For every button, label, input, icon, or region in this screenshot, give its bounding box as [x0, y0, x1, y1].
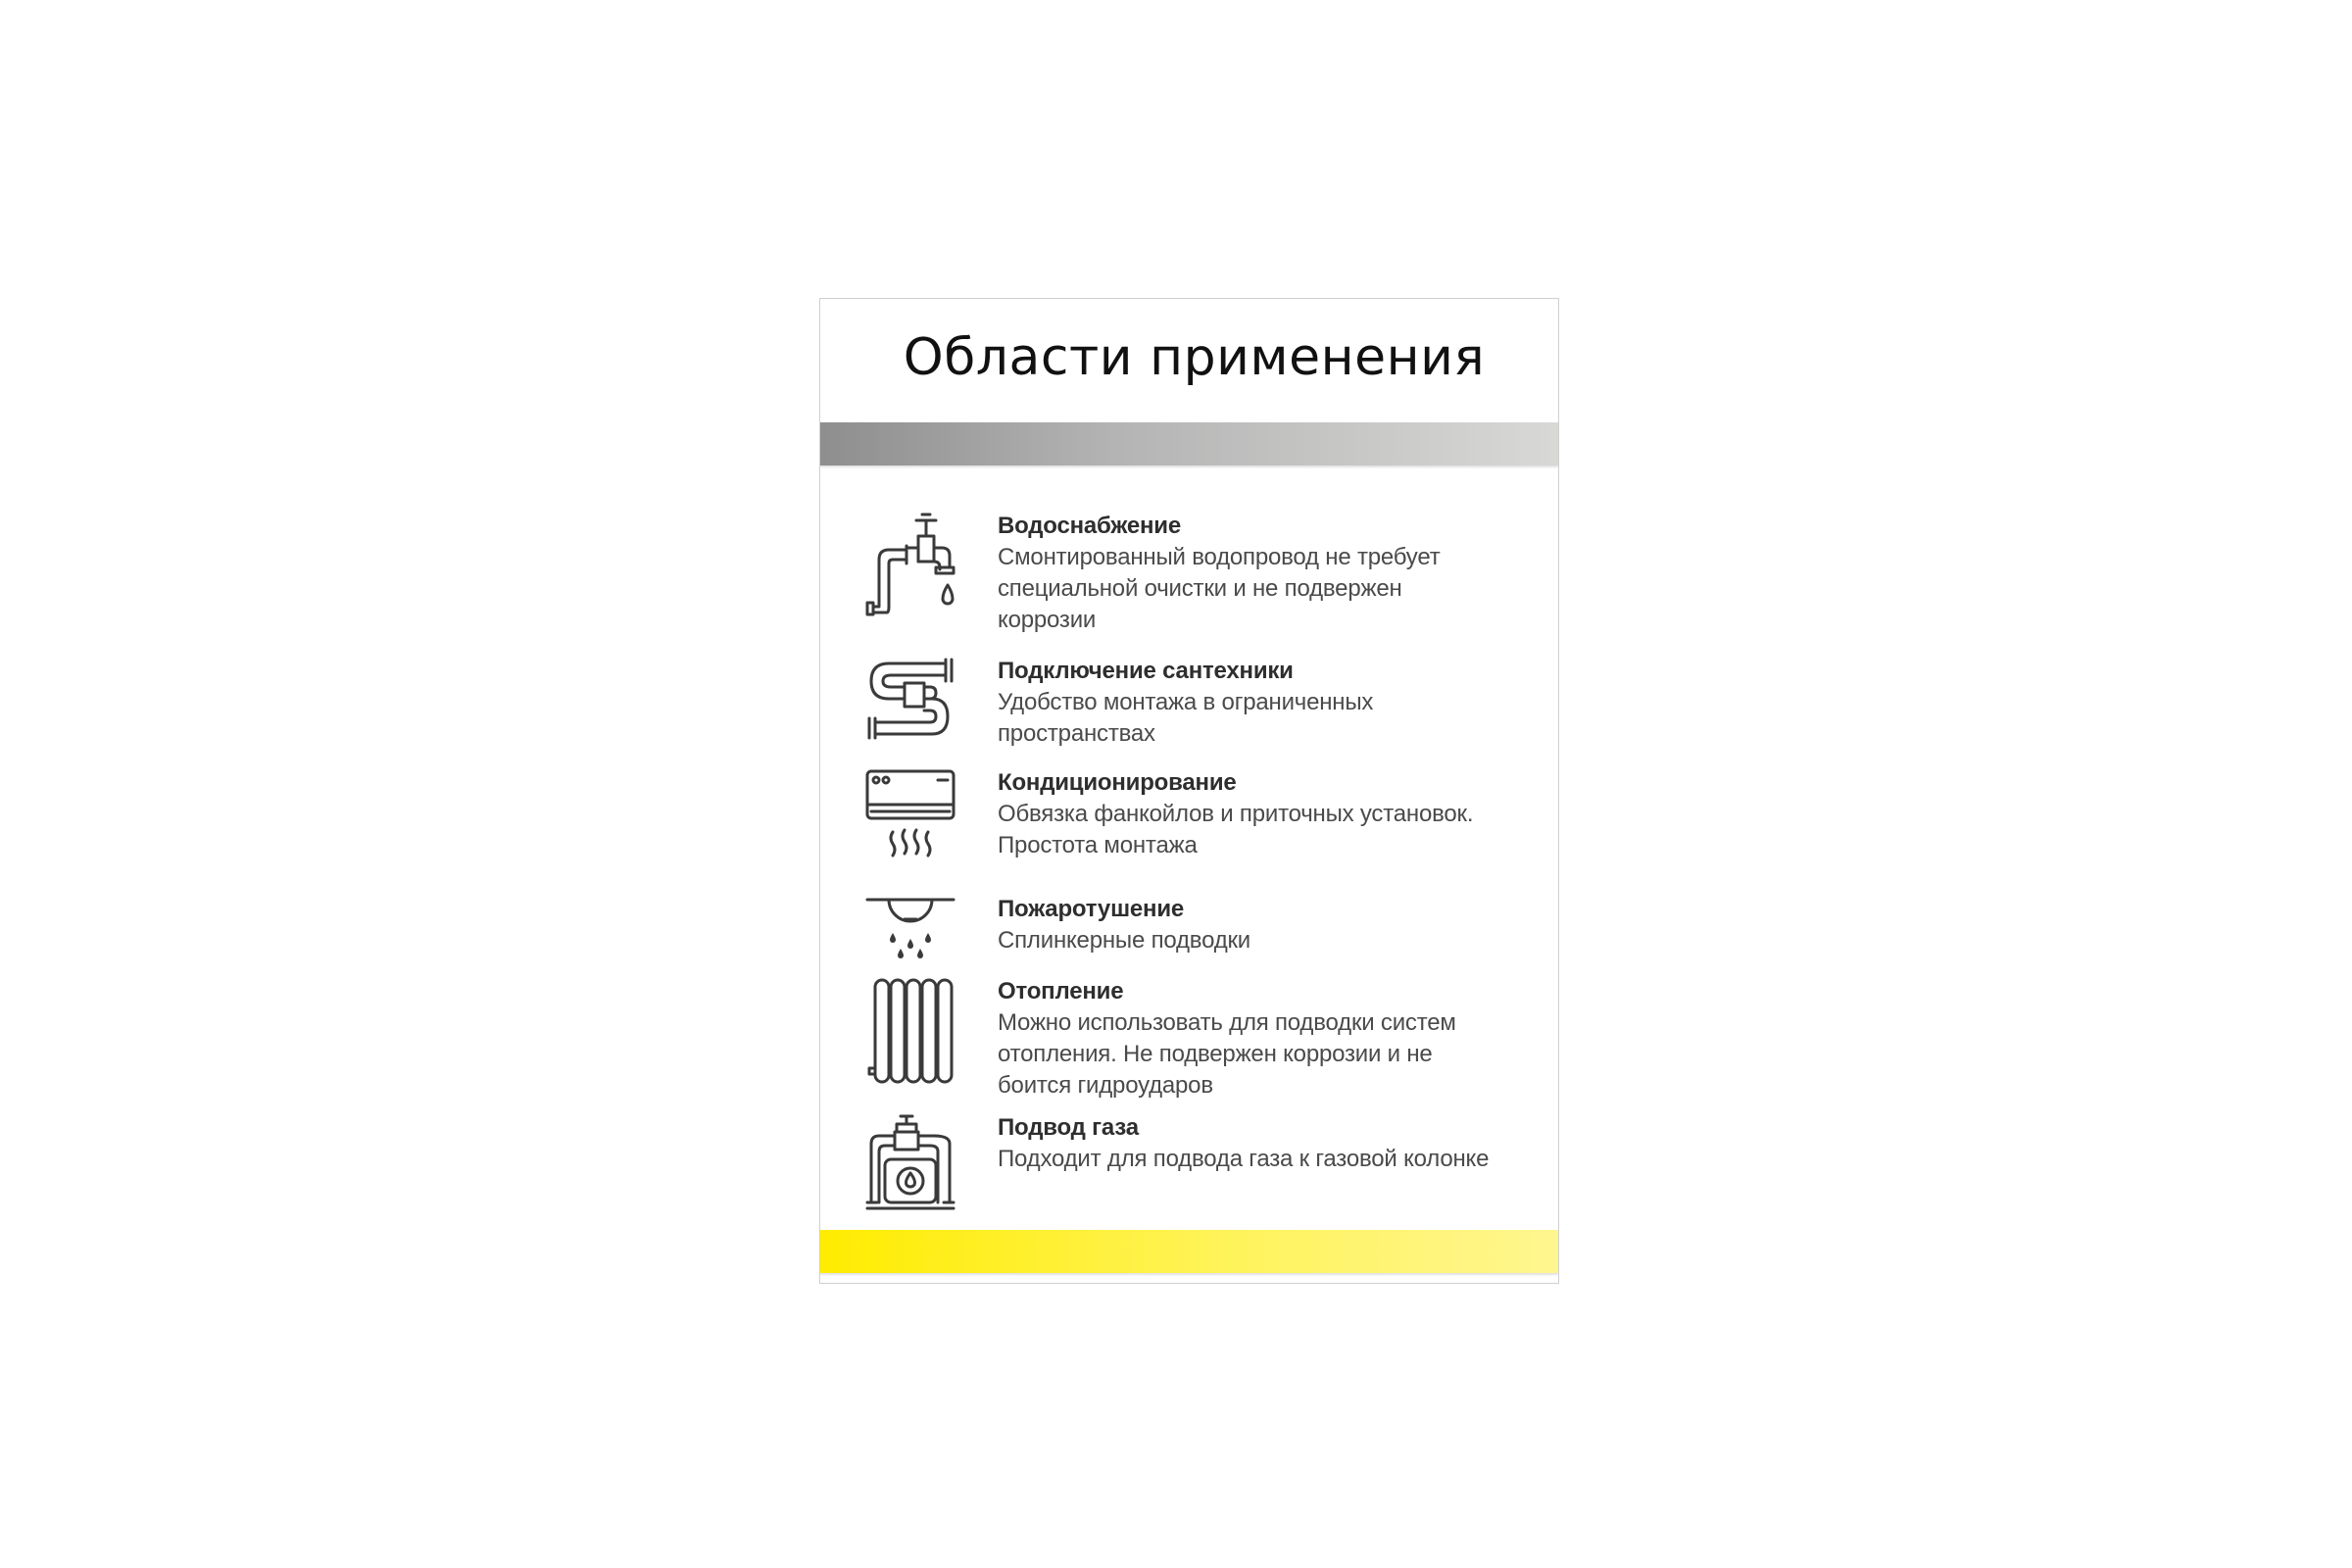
item-text — [998, 894, 1539, 956]
item-desc-line: боится гидроударов — [998, 1072, 1213, 1099]
air-conditioner-icon — [865, 767, 956, 871]
grey-gradient-band — [820, 422, 1558, 466]
item-desc-line: коррозии — [998, 607, 1097, 633]
item-title: Пожаротушение — [998, 896, 1185, 922]
item-text — [998, 976, 1539, 1102]
item-desc-line: Можно использовать для подводки систем — [998, 1009, 1456, 1036]
item-title: Подвод газа — [998, 1114, 1139, 1141]
item-title: Отопление — [998, 978, 1124, 1004]
item-desc-line: Удобство монтажа в ограниченных — [998, 689, 1374, 715]
item-title: Водоснабжение — [998, 513, 1181, 539]
gas-valve-icon — [865, 1112, 956, 1212]
item-text — [998, 767, 1539, 861]
item-text — [998, 656, 1539, 750]
item-desc-line: Подходит для подвода газа к газовой колонке — [998, 1146, 1490, 1172]
page-title: Области применения — [903, 328, 1486, 387]
info-card — [819, 298, 1559, 1284]
sprinkler-icon — [865, 894, 956, 962]
item-text — [998, 511, 1539, 636]
item-desc-line: специальной очистки и не подвержен — [998, 575, 1402, 602]
item-desc-line: Обвязка фанкойлов и приточных установок. — [998, 801, 1474, 827]
item-desc-line: Смонтированный водопровод не требует — [998, 544, 1441, 570]
item-title: Кондиционирование — [998, 769, 1237, 796]
s-pipe-icon — [865, 656, 956, 746]
item-desc-line: Простота монтажа — [998, 832, 1198, 858]
faucet-pipe-icon — [865, 511, 956, 620]
item-text — [998, 1112, 1539, 1175]
radiator-icon — [865, 976, 956, 1086]
item-desc-line: отопления. Не подвержен коррозии и не — [998, 1041, 1433, 1067]
yellow-gradient-band — [820, 1230, 1558, 1273]
item-desc-line: Сплинкерные подводки — [998, 927, 1251, 954]
item-desc-line: пространствах — [998, 720, 1155, 747]
item-title: Подключение сантехники — [998, 658, 1294, 684]
